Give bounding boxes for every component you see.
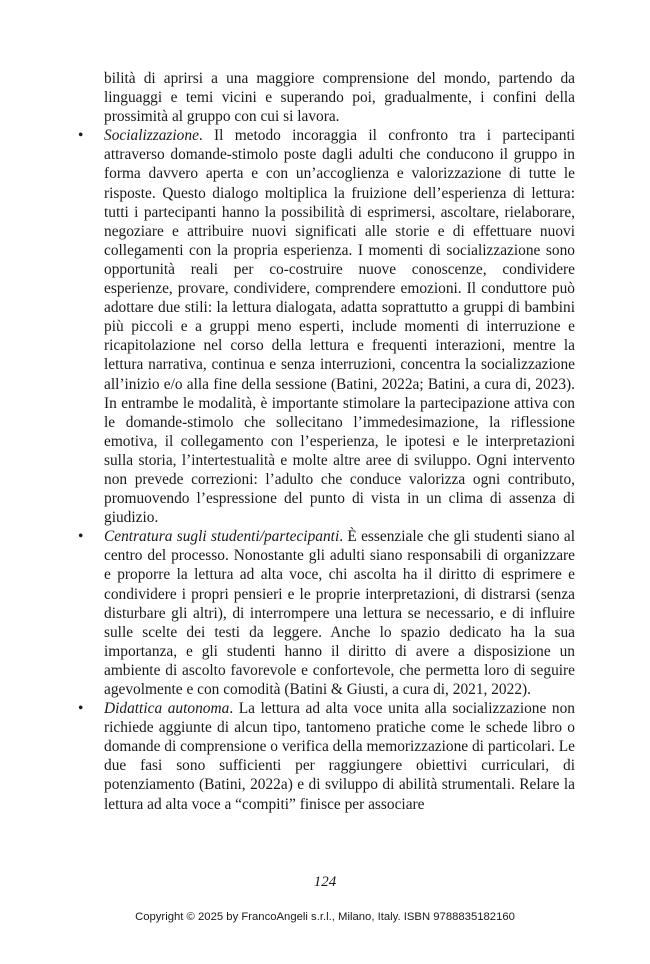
body-text: [78, 69, 575, 814]
bullet-body: . Il metodo incoraggia il confronto tra i partecipanti attraverso domande-stimolo poste dagli adulti che conducono il gruppo in forma davvero aperta e con un’accoglienza e valorizzazione di tutte le risposte. Questo dialogo moltiplica la fruizione dell’esperienza di lettura: tutti i partecipanti hanno la possibilità di esprimersi, ascoltare, rielaborare, negoziare e attribuire nuovi significati alle storie e di effettuare nuovi collegamenti con la propria esperienza. I momenti di socializzazione sono opportunità reali per co-costruire nuove conoscenze, condividere esperienze, provare, condividere, comprendere emozioni. Il conduttore può adottare due stili: la lettura dialogata, adatta soprattutto a gruppi di bambini più piccoli e a gruppi meno esperti, include momenti di interruzione e ricapitolazione nel corso della lettura e frequenti interazioni, mentre la lettura narrativa, continua e senza interruzioni, concentra la socializzazione all’inizio e/o alla fine della sessione (Batini, 2022a; Batini, a cura di, 2023). In entrambe le modalità, è importante stimolare la partecipazione attiva con le domande-stimolo che sollecitano l’immedesimazione, la riflessione emotiva, il collegamento con l’esperienza, le ipotesi e le interpretazioni sulla storia, l’intertestualità e molte altre aree di sviluppo. Ogni intervento non prevede correzioni: l’adulto che conduce valorizza ogni contributo, promuovendo l’espressione del punto di vista in un clima di assenza di giudizio.: [104, 127, 575, 527]
bullet-item-didattica: [78, 699, 575, 814]
page-number: 124: [313, 874, 337, 890]
bullet-body: . La lettura ad alta voce unita alla socializzazione non richiede aggiunte di alcun tipo, tantomeno pratiche come le schede libro o domande di comprensione o verifica della memorizzazione di particolari. Le due fasi sono sufficienti per raggiungere obiettivi curriculari, di potenziamento (Batini, 2022a) e di sviluppo di abilità strumentali. Relare la lettura ad alta voce a “compiti” finisce per associare: [104, 700, 576, 813]
bullet-term: Socializzazione: [104, 127, 199, 145]
bullet-icon: •: [78, 700, 84, 718]
bullet-icon: •: [78, 528, 84, 546]
copyright-notice: Copyright © 2025 by FrancoAngeli s.r.l., Milano, Italy. ISBN 9788835182160: [135, 911, 515, 923]
bullet-icon: •: [78, 127, 84, 145]
bullet-term: Centratura sugli studenti/partecipanti: [104, 528, 340, 546]
bullet-term: Didattica autonoma: [104, 700, 230, 718]
bullet-item-centratura: [78, 527, 575, 699]
continuation-paragraph: bilità di aprirsi a una maggiore comprensione del mondo, partendo da linguaggi e temi vicini e superando poi, gradualmente, i confini della prossimità al gruppo con cui si lavora.: [104, 70, 575, 126]
bullet-item-socializzazione: [78, 126, 575, 527]
bullet-body: . È essenziale che gli studenti siano al centro del processo. Nonostante gli adulti siano responsabili di organizzare e proporre la lettura ad alta voce, chi ascolta ha il diritto di esprimere e condividere i propri pensieri e le proprie interpretazioni, di distrarsi (senza disturbare gli altri), di interrompere una lettura se necessario, e di influire sulle scelte dei testi da leggere. Anche lo spazio dedicato ha la sua importanza, e gli studenti hanno il diritto di avere a disposizione un ambiente di ascolto favorevole e confortevole, che permetta loro di seguire agevolmente e con comodità (Batini & Giusti, a cura di, 2021, 2022).: [104, 528, 575, 698]
